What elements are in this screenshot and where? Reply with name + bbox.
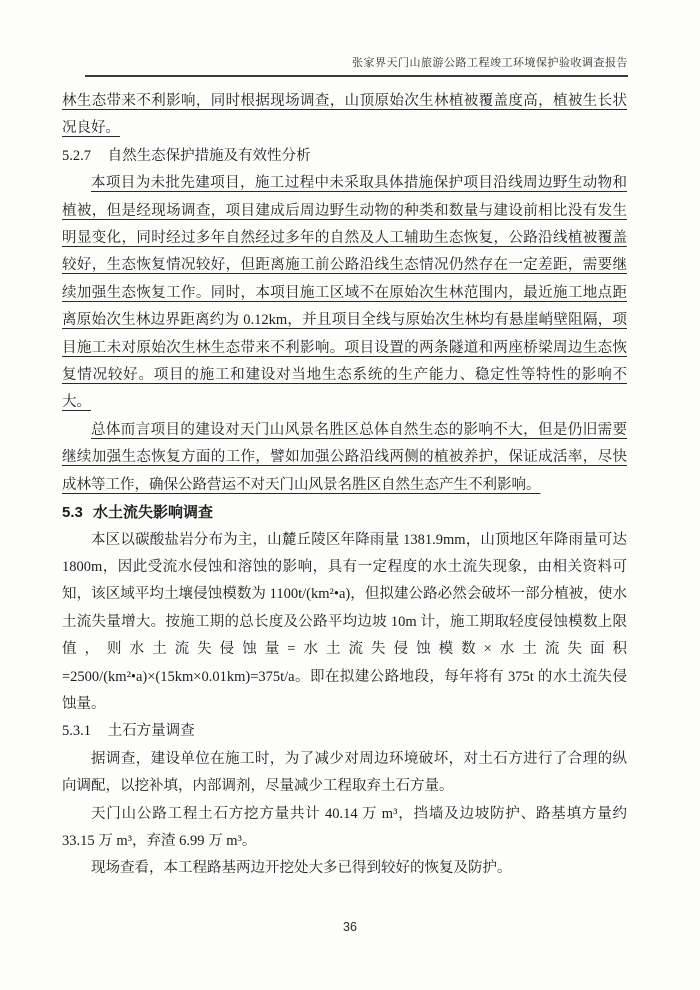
section-number: 5.3 [62,504,83,522]
section-heading-5-3-1 [62,718,627,745]
paragraph-forest-ecology-continuation: 林生态带来不利影响，同时根据现场调查，山顶原始次生林植被覆盖度高，植被生长状况良好。 [62,93,627,137]
section-number: 5.2.7 [62,147,91,164]
header-title: 张家界天门山旅游公路工程竣工环境保护验收调查报告 [352,57,628,69]
section-heading-5-2-7 [62,143,627,170]
section-title: 自然生态保护措施及有效性分析 [107,147,311,164]
paragraph-earthwork-volumes: 天门山公路工程土石方挖方量共计 40.14 万 m³，挡墙及边坡防护、路基填方量约 33.15 万 m³，弃渣 6.99 万 m³。 [62,805,627,849]
document-body [62,88,627,883]
header-rule [85,75,628,77]
paragraph-eco-protection-analysis: 本项目为未批先建项目，施工过程中未采取具体措施保护项目沿线周边野生动物和植被，但是经现场调查，项目建成后周边野生动物的种类和数量与建设前相比没有发生明显变化，同时经过多年自然经过多年的自然及人工辅助生态恢复，公路沿线植被覆盖较好，生态恢复情况较好，但距离施工前公路沿线生态情况仍然存在一定差距，需要继续加强生态恢复工作。同时，本项目施工区域不在原始次生林范围内，最近施工地点距离原始次生林边界距离约为 0.12km，并且项目全线与原始次生林均有悬崖峭壁阻隔，项目施工未对原始次生林生态带来不利影响。项目设置的两条隧道和两座桥梁周边生态恢复情况较好。项目的施工和建设对当地生态系统的生产能力、稳定性等特性的影响不大。 [62,175,627,411]
section-heading-5-3 [62,499,627,526]
paragraph-earthwork-allocation: 据调查，建设单位在施工时，为了减少对周边环境破坏，对土石方进行了合理的纵向调配，以挖补填，内部调剂，尽量减少工程取弃土石方量。 [62,750,627,795]
paragraph-soil-erosion-survey: 本区以碳酸盐岩分布为主，山麓丘陵区年降雨量 1381.9mm，山顶地区年降雨量可达 1800m，因此受流水侵蚀和溶蚀的影响，具有一定程度的水土流失现象，由相关资料可知，该区域平均土壤侵蚀模数为 1100t/(km²•a)，但拟建公路必然会破坏一部分植被，使水土流失量增大。按施工期的总长度及公路平均边坡 10m 计，施工期取轻度侵蚀模数上限值，则水土流失侵蚀量=水土流失侵蚀模数×水土流失面积=2500/(km²•a)×(15km×0.01km)=375t/a。即在拟建公路地段，每年将有 375t 的水土流失侵蚀量。 [62,531,627,712]
section-number: 5.3.1 [62,723,91,740]
section-title: 土石方量调查 [107,723,195,740]
paragraph-eco-overall-conclusion: 总体而言项目的建设对天门山风景名胜区总体自然生态的影响不大，但是仍旧需要继续加强生态恢复方面的工作，譬如加强公路沿线两侧的植被养护，保证成活率，尽快成林等工作，确保公路营运不对天门山风景名胜区自然生态产生不利影响。 [62,421,627,493]
paragraph-site-inspection: 现场查看，本工程路基两边开挖处大多已得到较好的恢复及防护。 [91,860,512,877]
page-number: 36 [343,920,357,934]
section-title: 水土流失影响调查 [93,504,214,522]
